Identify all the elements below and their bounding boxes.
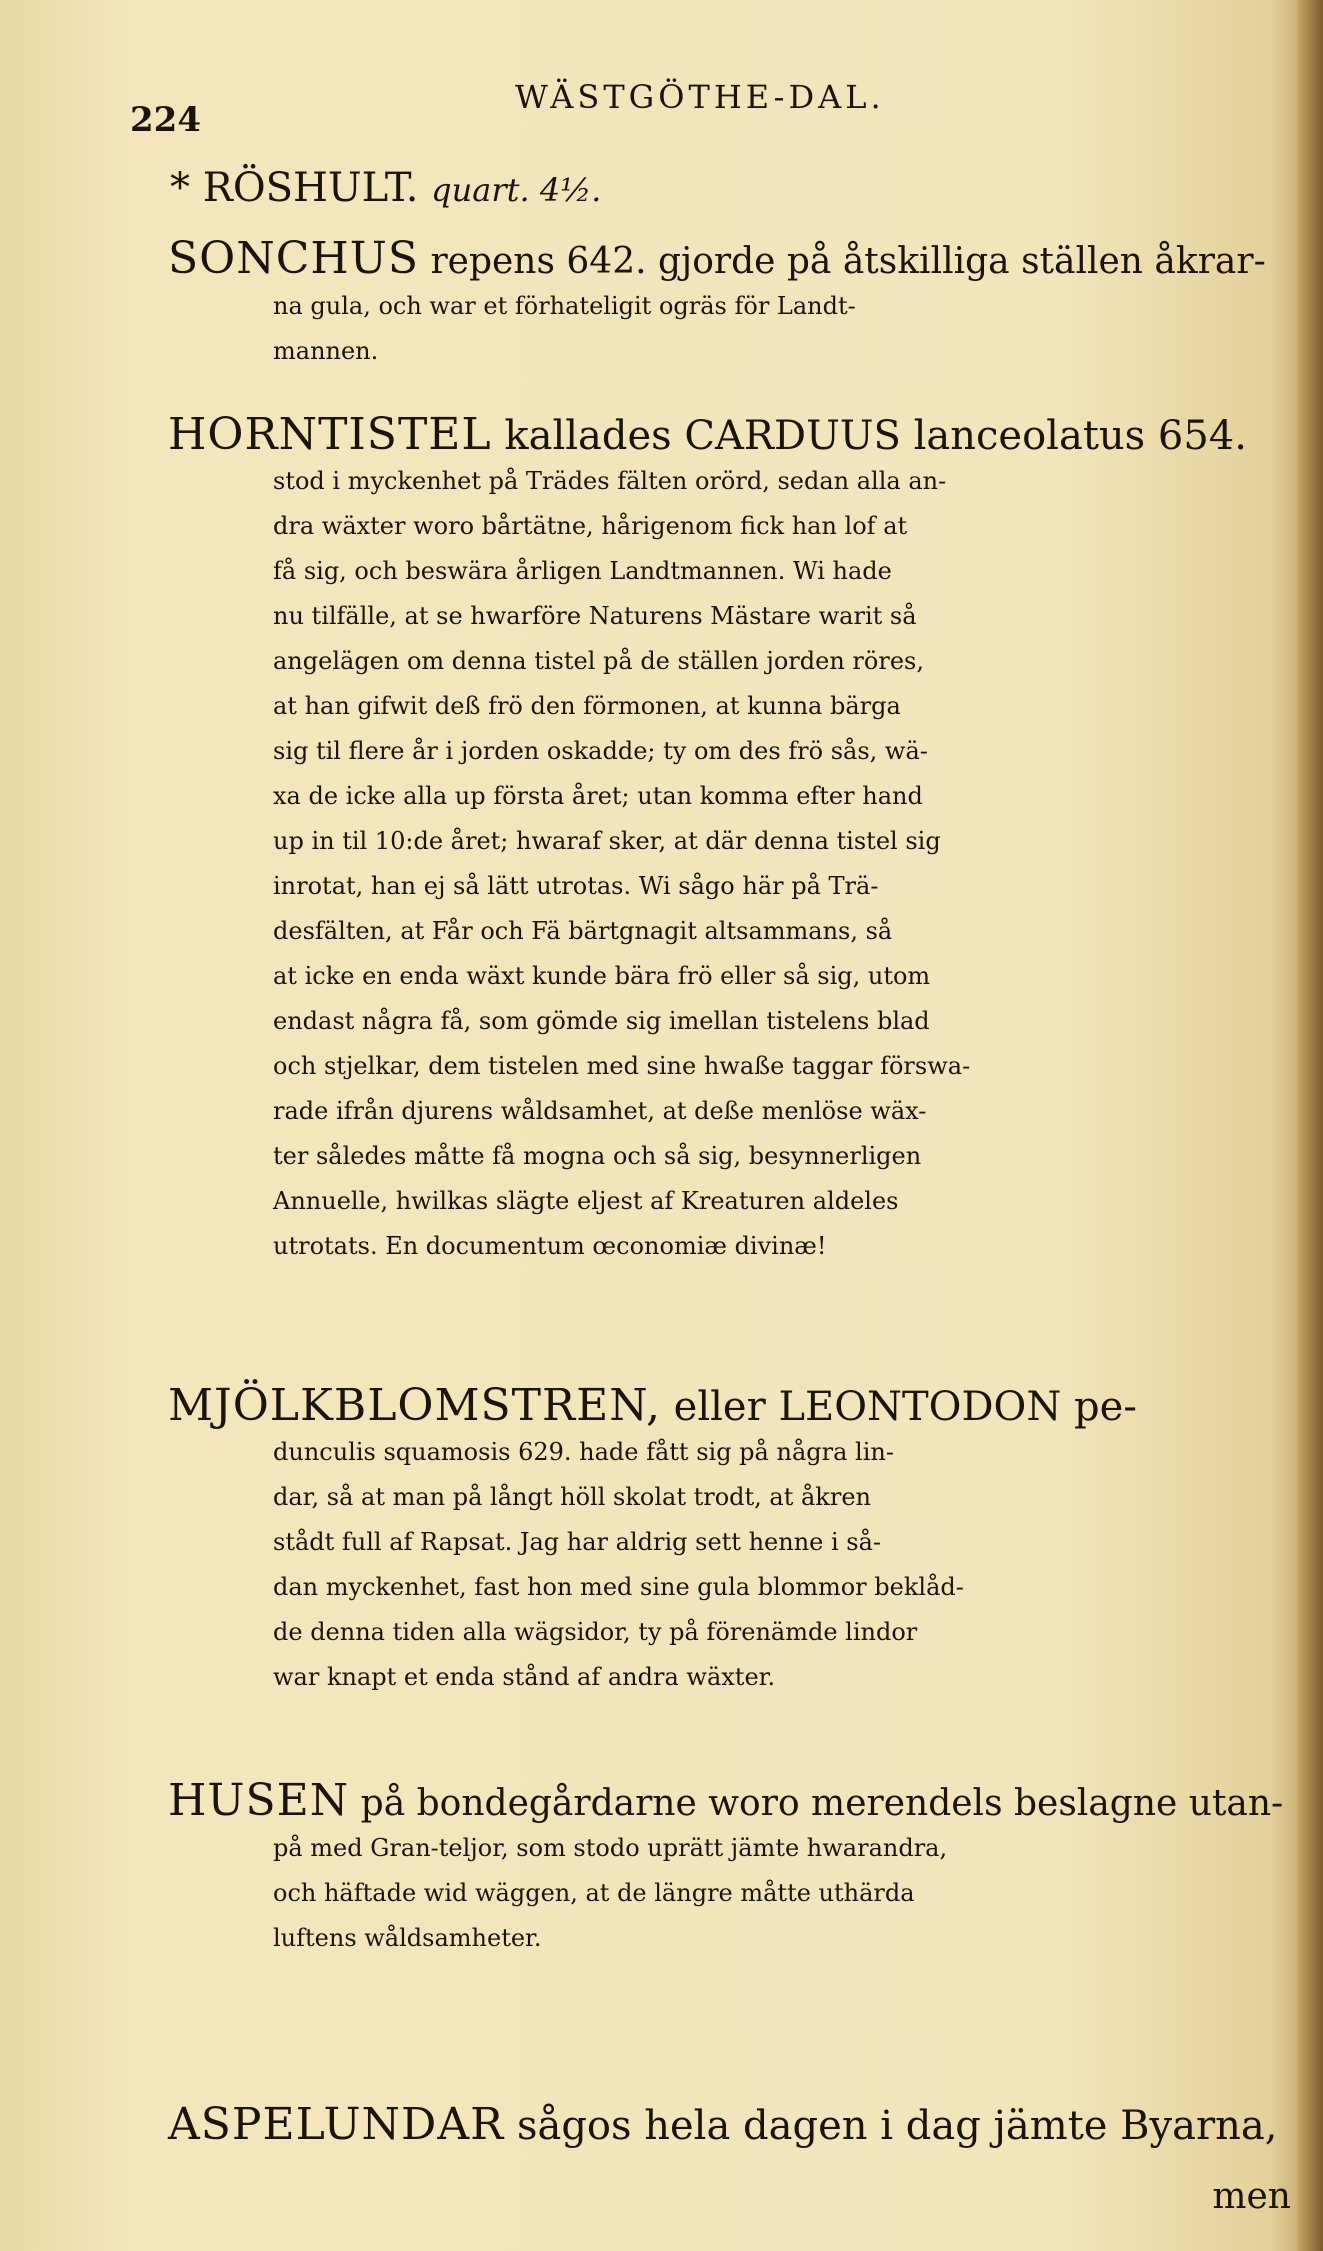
entry-line: war knapt et enda stånd af andra wäxter. [273, 1663, 776, 1691]
entry-head: SONCHUS [168, 233, 419, 284]
entry-line: eller LEONTODON pe- [673, 1384, 1137, 1430]
entry-line: mannen. [273, 337, 379, 365]
entry-mjolkblomstren [168, 1380, 1288, 1700]
entry-line: nu tilfälle, at se hwarföre Naturens Mästare warit så [273, 602, 917, 630]
entry-line: på med Gran-teljor, som stodo uprätt jämte hwarandra, [273, 1834, 948, 1862]
running-head: WÄSTGÖTHE-DAL. [515, 78, 885, 116]
entry-line: kallades CARDUUS lanceolatus 654. [504, 413, 1247, 459]
entry-line: och stjelkar, dem tistelen med sine hwaße taggar förswa- [273, 1052, 971, 1080]
entry-line: xa de icke alla up första året; utan komma efter hand [273, 782, 923, 810]
entry-line: inrotat, han ej så lätt utrotas. Wi sågo här på Trä- [273, 872, 879, 900]
entry-line: luftens wåldsamheter. [273, 1924, 542, 1952]
entry-line: angelägen om denna tistel på de ställen jorden röres, [273, 647, 924, 675]
entry-line: dra wäxter woro bårtätne, hårigenom fick han lof at [273, 512, 908, 540]
entry-line: na gula, och war et förhateligit ogräs för Landt- [273, 292, 856, 320]
entry-line: up in til 10:de året; hwaraf sker, at där denna tistel sig [273, 827, 941, 855]
entry-line: at icke en enda wäxt kunde bära frö eller så sig, utom [273, 962, 931, 990]
location-marker: * [170, 165, 190, 211]
entry-line: på bondegårdarne woro merendels beslagne utan- [360, 1783, 1284, 1824]
entry-line: och häftade wid wäggen, at de längre måtte uthärda [273, 1879, 915, 1907]
entry-line: sig til flere år i jorden oskadde; ty om des frö sås, wä- [273, 737, 928, 765]
entry-head: MJÖLKBLOMSTREN, [168, 1380, 661, 1431]
entry-line: dunculis squamosis 629. hade fått sig på några lin- [273, 1438, 894, 1466]
entry-line: repens 642. gjorde på åtskilliga ställen åkrar- [430, 241, 1266, 282]
entry-line: sågos hela dagen i dag jämte Byarna, [516, 2103, 1278, 2149]
entry-first-line [168, 1775, 1288, 1826]
entry-line: få sig, och beswära årligen Landtmannen. Wi hade [273, 557, 892, 585]
entry-line: utrotats. En documentum œconomiæ divinæ! [273, 1232, 827, 1260]
entry-head: ASPELUNDAR [168, 2099, 505, 2150]
entry-line: endast några få, som gömde sig imellan tistelens blad [273, 1007, 930, 1035]
entry-head: HUSEN [168, 1775, 350, 1826]
entry-head: HORNTISTEL [168, 409, 492, 460]
entry-line: desfälten, at Får och Fä bärtgnagit altsammans, så [273, 917, 893, 945]
entry-aspelundar [168, 2099, 1288, 2150]
entry-first-line [168, 409, 1288, 460]
entry-first-line [168, 233, 1288, 284]
location-line [170, 165, 601, 211]
page-spine-edge [1297, 0, 1323, 2251]
entry-line: at han gifwit deß frö den förmonen, at kunna bärga [273, 692, 901, 720]
entry-horntistel [168, 409, 1288, 1269]
entry-line: stod i myckenhet på Trädes fälten orörd, sedan alla an- [273, 467, 947, 495]
page-number: 224 [130, 100, 201, 140]
entry-line: de denna tiden alla wägsidor, ty på förenämde lindor [273, 1618, 918, 1646]
entry-line: dan myckenhet, fast hon med sine gula blommor beklåd- [273, 1573, 964, 1601]
entry-first-line [168, 1380, 1288, 1431]
entry-sonchus [168, 233, 1288, 374]
entry-line: dar, så at man på långt höll skolat trodt, at åkren [273, 1483, 871, 1511]
location-quarter: quart. 4½. [431, 171, 602, 209]
catchword: men [1212, 2176, 1291, 2217]
location-name: RÖSHULT. [202, 165, 419, 211]
entry-first-line [168, 2099, 1288, 2150]
entry-line: Annuelle, hwilkas slägte eljest af Kreaturen aldeles [273, 1187, 899, 1215]
entry-line: ter således måtte få mogna och så sig, besynnerligen [273, 1142, 922, 1170]
entry-husen [168, 1775, 1288, 1961]
entry-line: rade ifrån djurens wåldsamhet, at deße menlöse wäx- [273, 1097, 927, 1125]
entry-line: stådt full af Rapsat. Jag har aldrig sett henne i så- [273, 1528, 882, 1556]
